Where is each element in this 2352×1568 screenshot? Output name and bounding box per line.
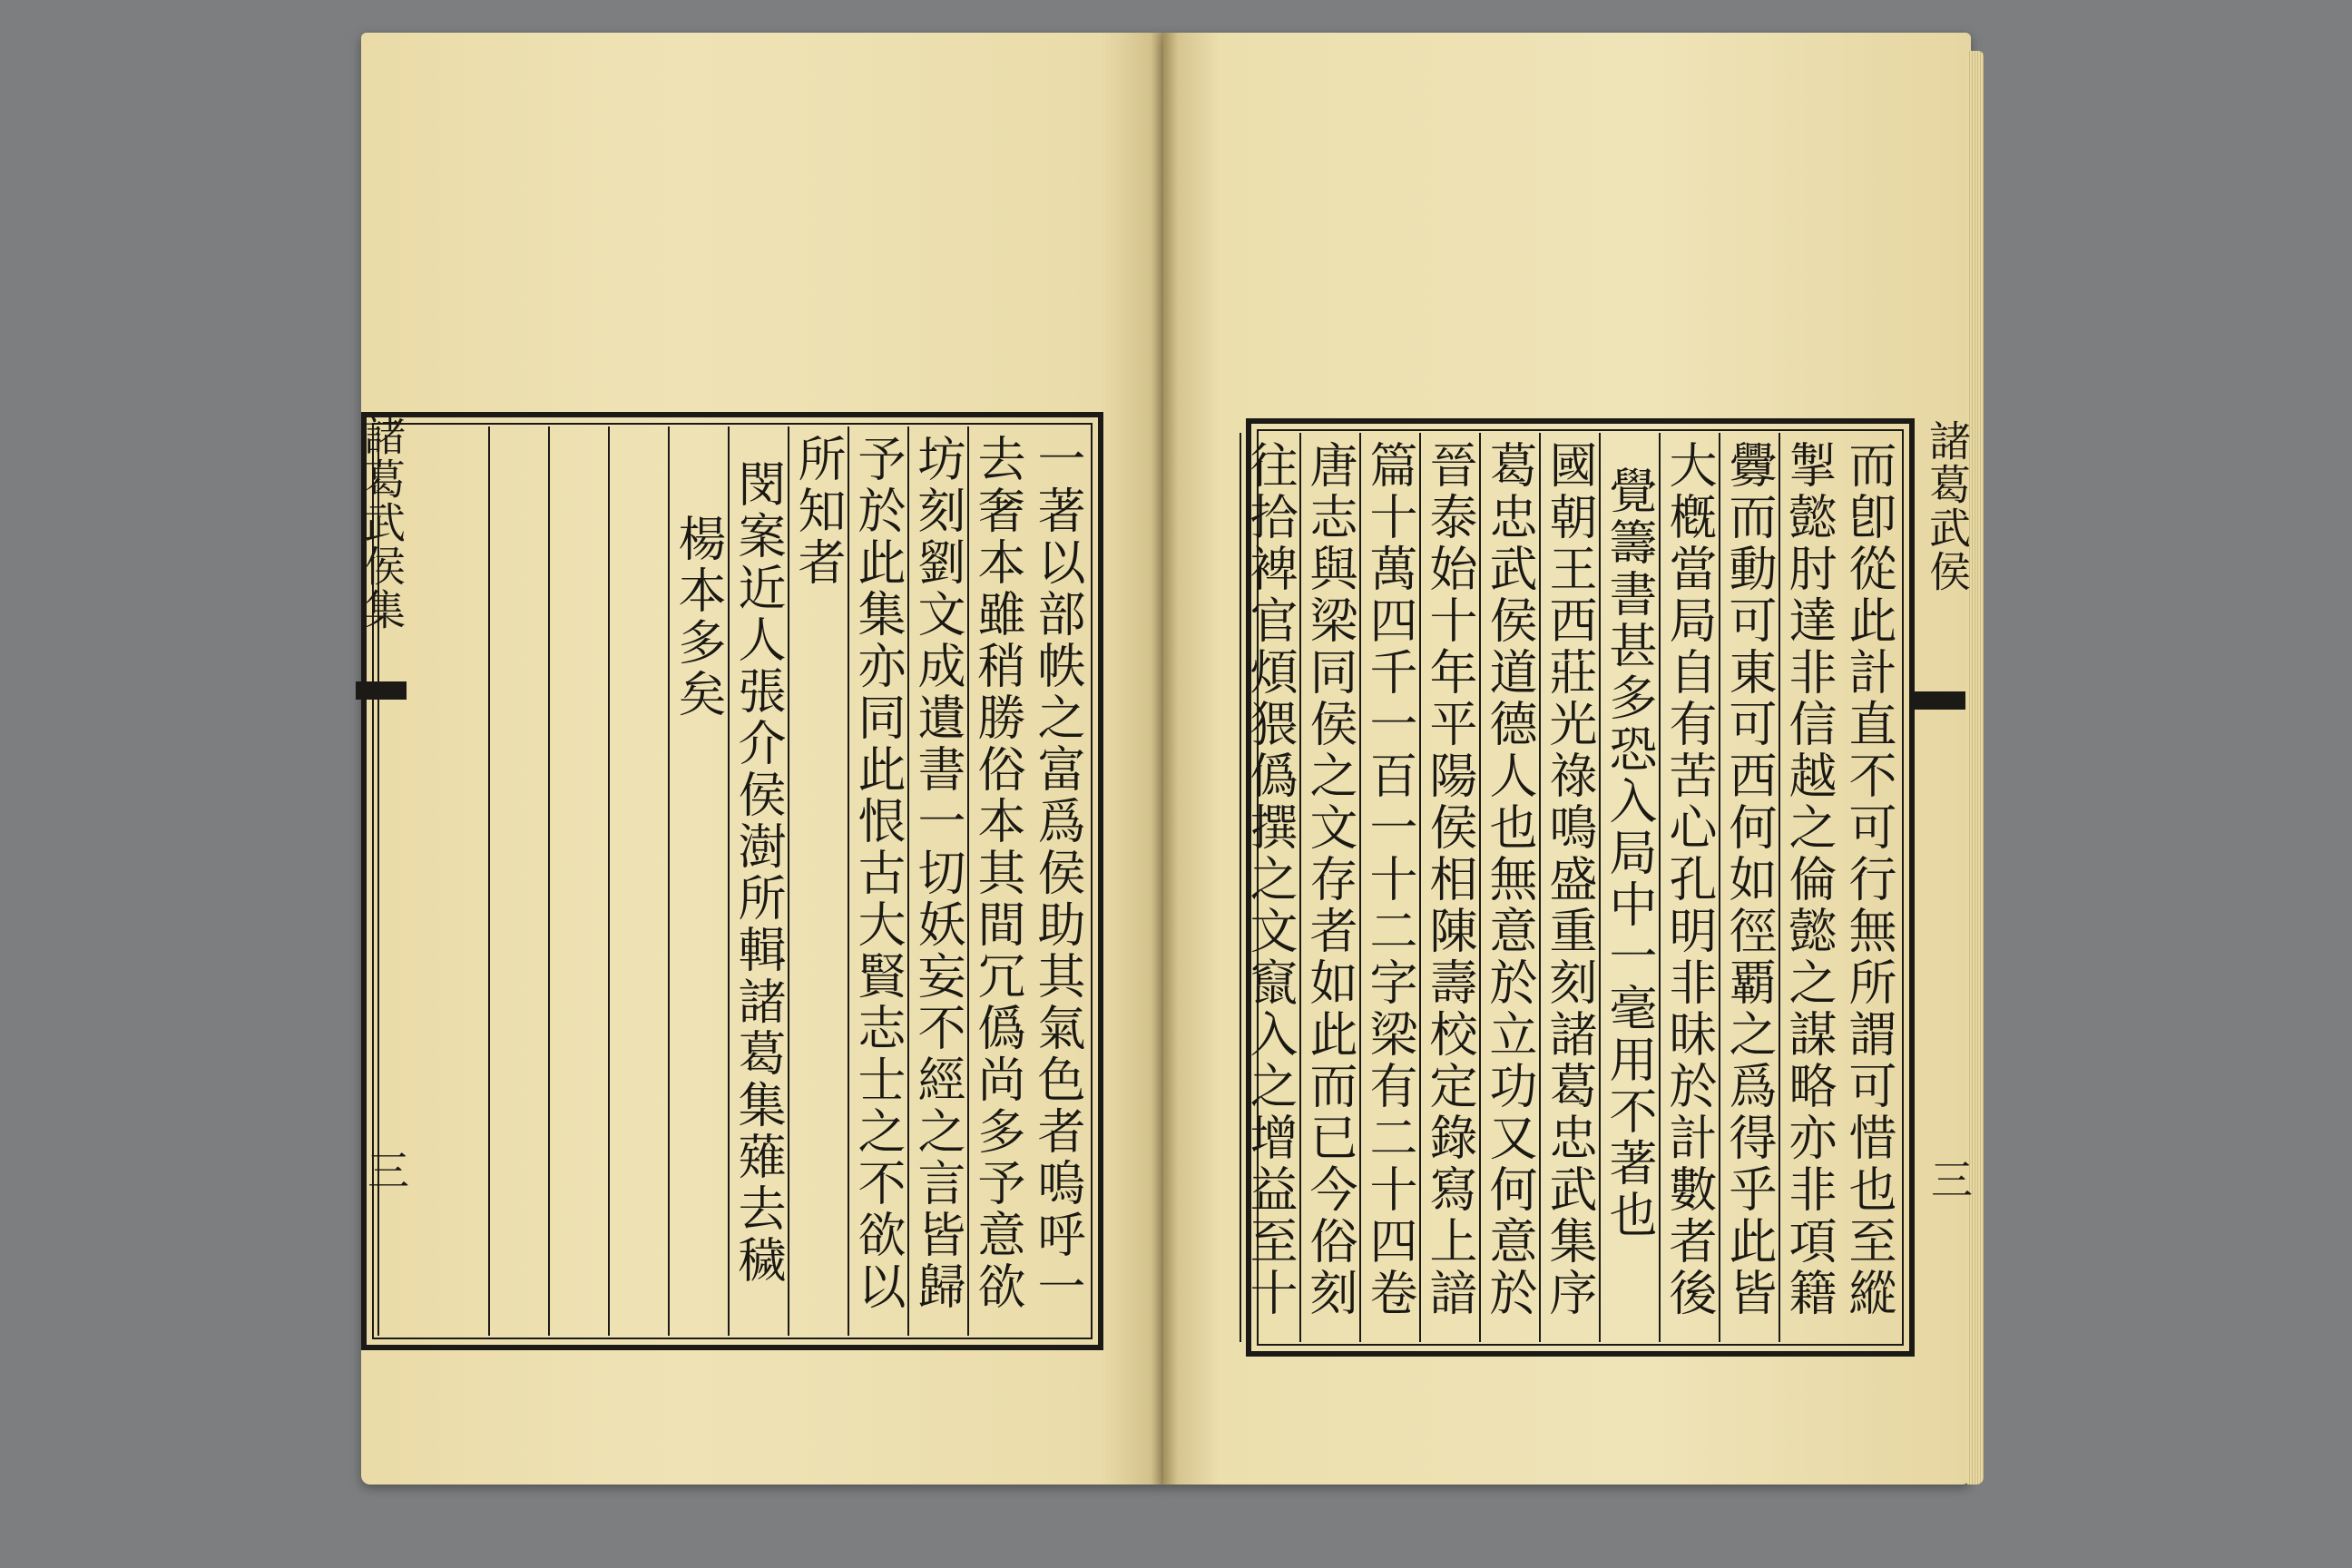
right-column-1: 而卽從此計直不可行無所謂可惜也至縱 xyxy=(1841,440,1896,1319)
right-column-7: 葛忠武侯道德人也無意於立功又何意於 xyxy=(1479,433,1539,1342)
right-column-10: 唐志與梁同侯之文存者如此而已今俗刻 xyxy=(1299,433,1359,1342)
open-book xyxy=(358,33,1976,1521)
book-gutter xyxy=(1151,33,1178,1485)
right-column-8: 晉泰始十年平陽侯相陳壽校定錄寫上諳 xyxy=(1419,433,1479,1342)
left-column-7: 楊本多矣 xyxy=(668,426,728,1336)
left-text-frame xyxy=(361,412,1103,1350)
left-fishtail-mark xyxy=(356,681,407,700)
right-margin-title: 諸葛武侯 xyxy=(1923,419,1972,593)
right-page-number: 三 xyxy=(1925,1158,1974,1201)
left-column-1: 一著以部帙之富爲侯助其氣色者嗚呼一 xyxy=(1030,434,1085,1313)
left-margin-title: 諸葛武侯集 xyxy=(358,414,407,632)
left-column-4: 予於此集亦同此恨古大賢志士之不欲以 xyxy=(848,426,907,1336)
right-fishtail-mark xyxy=(1915,691,1965,710)
left-page-number: 三 xyxy=(361,1149,410,1192)
right-column-6: 國朝王西莊光祿鳴盛重刻諸葛忠武集序 xyxy=(1539,433,1599,1342)
right-column-9: 篇十萬四千一百一十二字梁有二十四卷 xyxy=(1359,433,1419,1342)
right-column-4: 大槪當局自有苦心孔明非昧於計數者後 xyxy=(1659,433,1719,1342)
left-column-8 xyxy=(608,426,668,1336)
right-column-2: 掣懿肘達非信越之倫懿之謀略亦非項籍 xyxy=(1779,433,1838,1342)
page-edges xyxy=(1967,51,1984,1485)
right-column-5: 覺籌書甚多恐入局中一毫用不著也 xyxy=(1599,433,1659,1342)
right-text-frame xyxy=(1242,418,1915,1357)
right-column-3: 釁而動可東可西何如徑覇之爲得乎此皆 xyxy=(1719,433,1779,1342)
left-page xyxy=(358,33,1163,1485)
left-column-6: 閔案近人張介侯澍所輯諸葛集薙去穢 xyxy=(728,426,788,1336)
right-column-11: 往拾裨官煩猥僞撰之文竄入之增益至十 xyxy=(1240,433,1299,1342)
left-column-2: 去奢本雖稍勝俗本其間冗僞尚多予意欲 xyxy=(967,426,1027,1336)
left-column-3: 坊刻劉文成遺書一切妖妄不經之言皆歸 xyxy=(907,426,967,1336)
left-column-10 xyxy=(488,426,548,1336)
left-column-5: 所知者 xyxy=(788,426,848,1336)
left-column-9 xyxy=(548,426,608,1336)
